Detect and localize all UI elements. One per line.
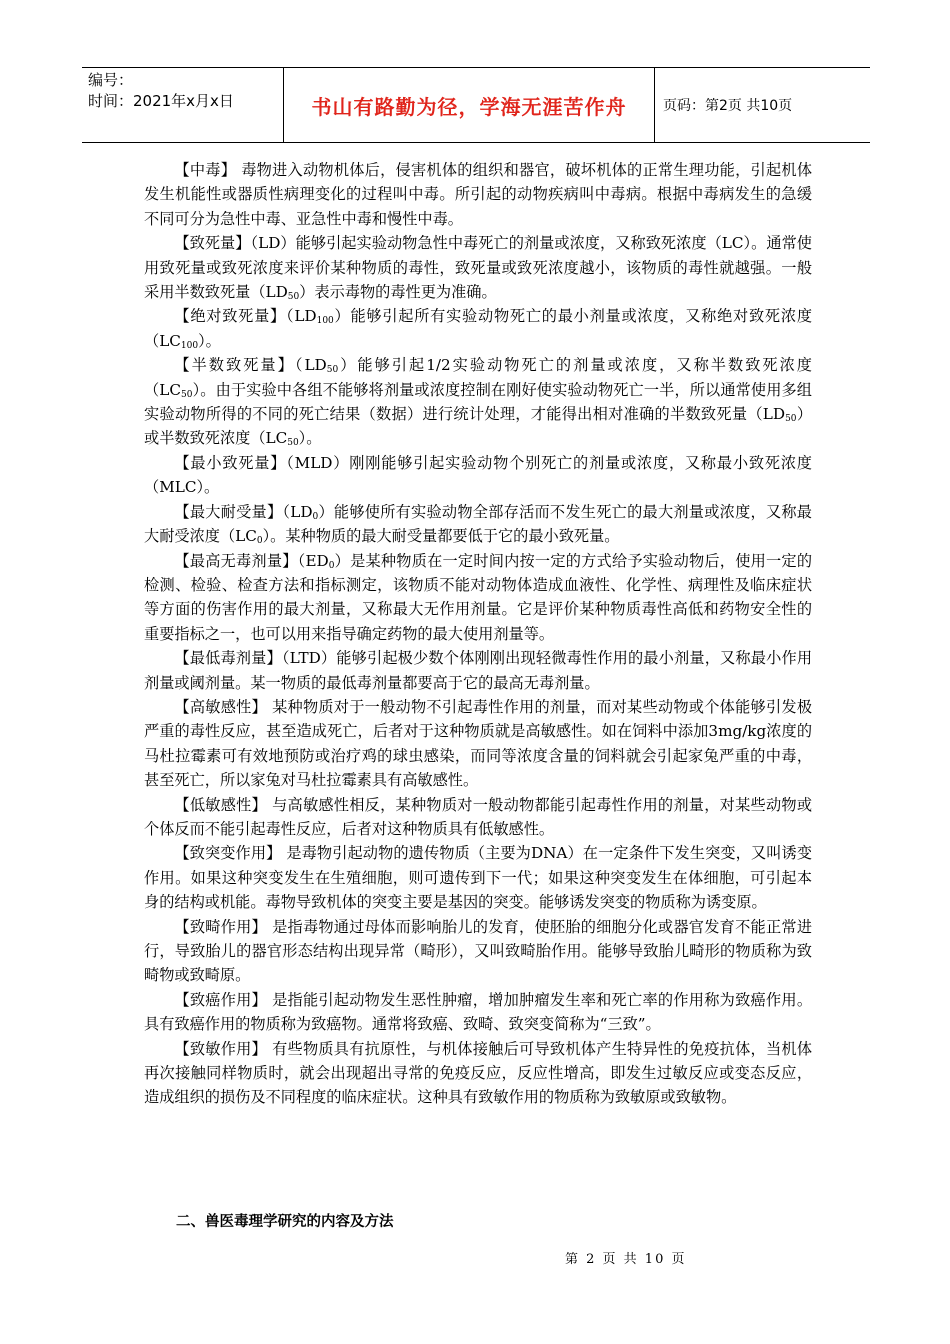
- definition-text: ）。: [298, 429, 322, 448]
- definition-paragraph: [144, 231, 812, 304]
- definition-text: 是毒物引起动物的遗传物质（主要为DNA）在一定条件下发生突变，又叫诱变作用。如果这种突变发生在生殖细胞，则可遗传到下一代；如果这种突变发生在体细胞，可引起本身的结构或机能。毒物导致机体的突变主要是基因的突变。能够诱发突变的物质称为诱变原。: [144, 844, 813, 912]
- definition-text: 毒物进入动物机体后，侵害机体的组织和器官，破坏机体的正常生理功能，引起机体发生机能性或器质性病理变化的过程叫中毒。所引起的动物疾病叫中毒病。根据中毒病发生的急缓不同可分为急性中毒、亚急性中毒和慢性中毒。: [144, 161, 813, 228]
- header-meta: [82, 68, 283, 142]
- definition-text: ）能够引起所有实验动物死亡的最小剂量或浓度，又称绝对致死浓度（LC: [144, 307, 813, 350]
- subscript: 50: [181, 389, 193, 400]
- subscript: 0: [328, 560, 335, 571]
- definition-text: ）是某种物质在一定时间内按一定的方式给予实验动物后，使用一定的检测、检验、检查方法和指标测定，该物质不能对动物体造成血液性、化学性、病理性及临床症状等方面的伤害作用的最大剂量，又称最大无作用剂量。它是评价某种物质毒性高低和药物安全性的重要指标之一，也可以用来指导确定药物的最大使用剂量等。: [144, 551, 813, 643]
- subscript: 50: [326, 365, 339, 376]
- definition-term: 【致敏作用】: [174, 1039, 267, 1058]
- definition-text: 有些物质具有抗原性，与机体接触后可导致机体产生特异性的免疫抗体，当机体再次接触同样物质时，就会出现超出寻常的免疫反应，反应性增高，即发生过敏反应或变态反应，造成组织的损伤及不同程度的临床症状。这种具有致敏作用的物质称为致敏原或致敏物。: [144, 1039, 813, 1107]
- definition-text: 某种物质对于一般动物不引起毒性作用的剂量，而对某些动物或个体能够引发极严重的毒性反应，甚至造成死亡，后者对于这种物质就是高敏感性。如在饲料中添加3mg/kg浓度的马杜拉霉素可有效地预防或治疗鸡的球虫感染，而同等浓度含量的饲料就会引起家兔严重的中毒，甚至死亡，所以家兔对马杜拉霉素具有高敏感性。: [144, 697, 813, 790]
- definition-text: （LD: [294, 356, 327, 375]
- definition-paragraph: [144, 988, 812, 1037]
- definition-text: （LD: [282, 502, 313, 521]
- definition-text: ）。: [198, 331, 221, 350]
- definition-text: ）。某种物质的最大耐受量都要低于它的最小致死量。: [262, 527, 620, 546]
- header-page-info: 页码：第2页 共10页: [663, 98, 793, 114]
- number-label: 编号：: [88, 71, 134, 89]
- document-body: [144, 158, 812, 1110]
- definition-paragraph: [144, 1037, 812, 1110]
- time-label: 时间：2021年x月x日: [88, 92, 234, 110]
- subscript: 0: [256, 536, 263, 547]
- definition-text: 是指毒物通过母体而影响胎儿的发育，使胚胎的细胞分化或器官发育不能正常进行，导致胎儿的器官形态结构出现异常（畸形），又叫致畸胎作用。能够导致胎儿畸形的物质称为致畸物或致畸原。: [144, 917, 813, 985]
- definition-term: 【致畸作用】: [174, 917, 267, 936]
- subscript: 50: [287, 438, 299, 449]
- definition-paragraph: [144, 793, 812, 842]
- definition-paragraph: [144, 915, 812, 988]
- definition-text: （LTD）能够引起极少数个体刚刚出现轻微毒性作用的最小剂量，又称最小作用剂量或阈剂量。某一物质的最低毒剂量都要高于它的最高无毒剂量。: [144, 649, 813, 692]
- page-header: [82, 67, 870, 143]
- definition-term: 【致癌作用】: [174, 990, 267, 1009]
- definition-term: 【最低毒剂量】: [174, 649, 282, 668]
- definition-text: （LD: [285, 307, 317, 326]
- definition-paragraph: [144, 451, 812, 500]
- definition-text: 是指能引起动物发生恶性肿瘤，增加肿瘤发生率和死亡率的作用称为致癌作用。具有致癌作用的物质称为致癌物。通常将致癌、致畸、致突变简称为“三致”。: [144, 990, 813, 1034]
- header-motto: 书山有路勤为径，学海无涯苦作舟: [283, 68, 655, 142]
- definition-text: （MLD）刚刚能够引起实验动物个别死亡的剂量或浓度，又称最小致死浓度（MLC）。: [144, 453, 812, 497]
- definition-paragraph: [144, 549, 812, 647]
- definition-text: ）或半数致死浓度（LC: [144, 405, 813, 448]
- definition-paragraph: [144, 695, 812, 793]
- definition-paragraph: [144, 158, 812, 231]
- definition-term: 【高敏感性】: [174, 697, 267, 716]
- definition-term: 【最大耐受量】: [174, 502, 283, 521]
- subscript: 100: [316, 316, 334, 327]
- definition-text: 与高敏感性相反，某种物质对一般动物都能引起毒性作用的剂量，对某些动物或个体反而不能引起毒性反应，后者对这种物质具有低敏感性。: [144, 795, 813, 838]
- definition-term: 【中毒】: [174, 161, 237, 179]
- section-heading: 二、兽医毒理学研究的内容及方法: [176, 1214, 394, 1230]
- subscript: 50: [785, 414, 797, 425]
- definition-term: 【最小致死量】: [174, 453, 287, 472]
- subscript: 50: [287, 292, 300, 303]
- definition-paragraph: [144, 500, 812, 549]
- definition-text: （ED: [297, 551, 329, 570]
- definition-paragraph: [144, 646, 812, 695]
- definition-paragraph: [144, 353, 812, 451]
- definition-paragraph: [144, 841, 812, 914]
- definition-term: 【最高无毒剂量】: [174, 551, 298, 570]
- definition-text: ）能够引起1/2实验动物死亡的剂量或浓度，又称半数致死浓度（LC: [144, 356, 812, 399]
- page-footer: 第 2 页 共 10 页: [565, 1252, 687, 1267]
- definition-paragraph: [144, 304, 812, 353]
- definition-term: 【绝对致死量】: [174, 307, 286, 326]
- definition-text: ）。由于实验中各组不能够将剂量或浓度控制在刚好使实验动物死亡一半，所以通常使用多组实验动物所得的不同的死亡结果（数据）进行统计处理，才能得出相对准确的半数致死量（LD: [144, 380, 812, 424]
- subscript: 0: [312, 511, 319, 522]
- definition-term: 【半数致死量】: [174, 356, 295, 375]
- subscript: 100: [180, 340, 199, 351]
- definition-text: （LD）能够引起实验动物急性中毒死亡的剂量或浓度，又称致死浓度（LC）。通常使用致死量或致死浓度来评价某种物质的毒性，致死量或致死浓度越小，该物质的毒性就越强。一般采用半数致死量（LD: [144, 234, 812, 302]
- definition-term: 【致死量】: [174, 234, 251, 253]
- definition-term: 【低敏感性】: [174, 795, 267, 814]
- definition-text: ）表示毒物的毒性更为准确。: [299, 283, 497, 302]
- definition-text: ）能够使所有实验动物全部存活而不发生死亡的最大剂量或浓度，又称最大耐受浓度（LC: [144, 502, 812, 546]
- definition-term: 【致突变作用】: [174, 844, 282, 863]
